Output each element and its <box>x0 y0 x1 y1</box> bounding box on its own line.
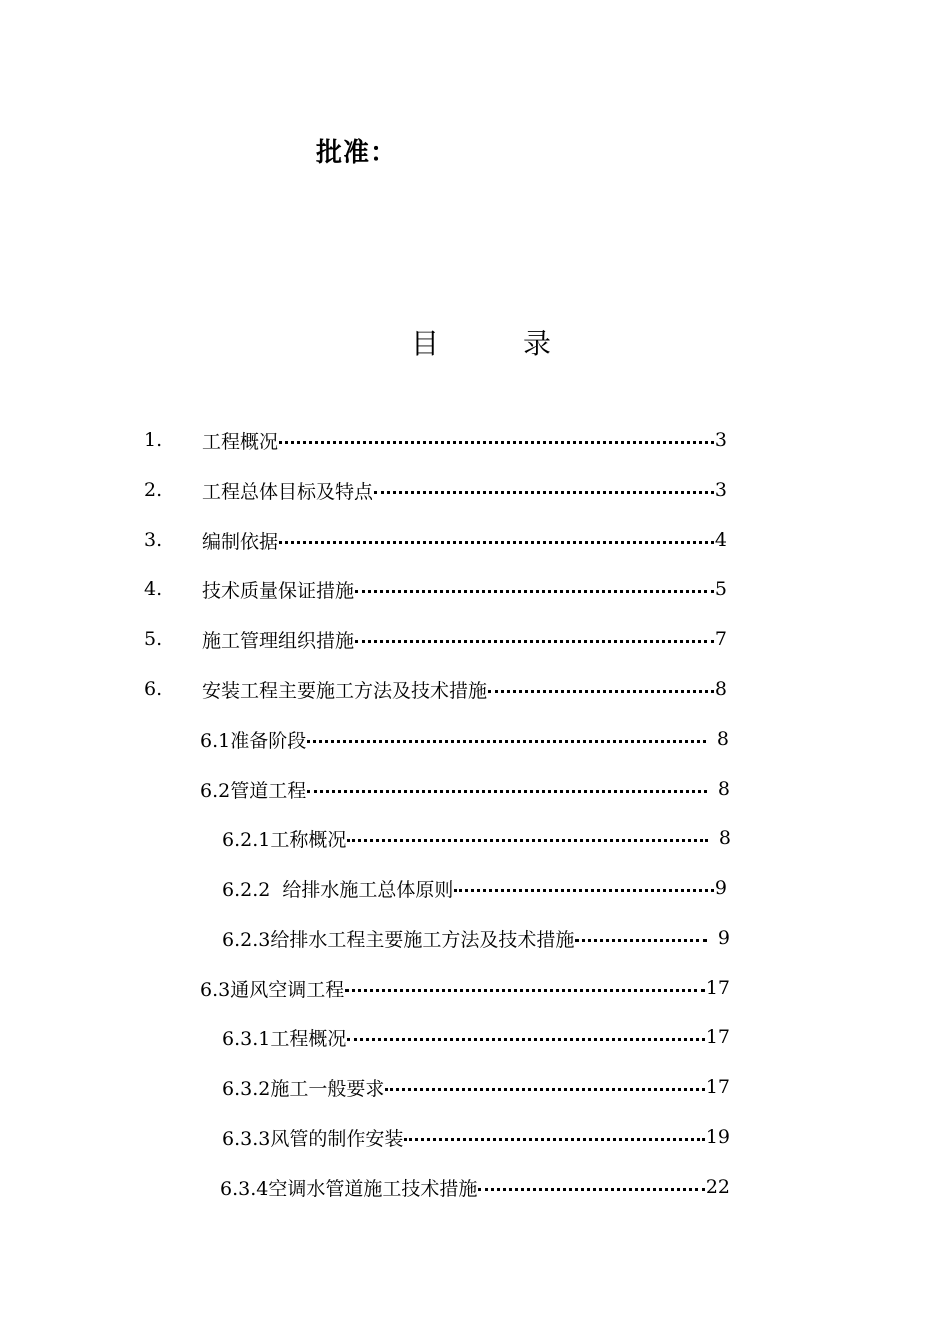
toc-entry-page: 4 <box>714 529 727 551</box>
toc-entry-page: 17 <box>705 977 730 999</box>
toc-entry-label: 6.2.2 给排水施工总体原则 <box>222 878 454 901</box>
toc-entry-label: 6.3.4空调水管道施工技术措施 <box>220 1177 478 1200</box>
toc-entry-label: 6.1准备阶段 <box>200 729 307 752</box>
toc-entry-label: 6.3.1工程概况 <box>222 1027 347 1050</box>
toc-entry[interactable] <box>220 1172 730 1202</box>
toc-title-char-2: 录 <box>523 327 552 360</box>
toc-leader-dots <box>306 724 707 754</box>
toc-entry[interactable] <box>222 1122 730 1152</box>
toc-entry-page: 22 <box>705 1176 730 1198</box>
toc-entry[interactable] <box>144 475 727 505</box>
toc-leader-dots <box>354 624 715 654</box>
toc-leader-dots <box>354 574 715 604</box>
toc-entry-page: 8 <box>716 728 729 750</box>
toc-entry-number: 2. <box>144 479 163 501</box>
toc-leader-dots <box>278 525 715 555</box>
toc-entry-page: 19 <box>705 1126 730 1148</box>
toc-entry[interactable] <box>222 873 727 903</box>
toc-leader-dots <box>384 1072 705 1102</box>
toc-entry-label: 编制依据 <box>202 530 279 553</box>
toc-entry-number: 3. <box>144 529 163 551</box>
toc-entry-label: 6.2管道工程 <box>200 779 307 802</box>
toc-entry-page: 5 <box>714 578 727 600</box>
toc-entry-label: 6.3.3风管的制作安装 <box>222 1127 404 1150</box>
toc-entry-label: 6.3.2施工一般要求 <box>222 1077 385 1100</box>
toc-entry-page: 9 <box>717 927 730 949</box>
toc-entry-page: 8 <box>717 778 730 800</box>
toc-entry-page: 9 <box>714 877 727 899</box>
toc-entry-page: 17 <box>705 1076 730 1098</box>
toc-entry-page: 8 <box>714 678 727 700</box>
toc-entry-number: 1. <box>144 429 163 451</box>
toc-entry-label: 6.2.3给排水工程主要施工方法及技术措施 <box>222 928 575 951</box>
toc-entry[interactable] <box>222 923 730 953</box>
toc-leader-dots <box>344 973 706 1003</box>
toc-entry[interactable] <box>222 1072 730 1102</box>
toc-entry-number: 5. <box>144 628 163 650</box>
approval-label: 批准： <box>316 138 398 168</box>
toc-entry-label: 6.3通风空调工程 <box>200 978 345 1001</box>
toc-entry-label: 6.2.1工称概况 <box>222 828 347 851</box>
toc-leader-dots <box>477 1172 705 1202</box>
toc-entry-number: 4. <box>144 578 163 600</box>
toc-leader-dots <box>346 823 709 853</box>
toc-entry-label: 工程概况 <box>202 430 279 453</box>
toc-entry-label: 工程总体目标及特点 <box>202 480 374 503</box>
toc-leader-dots <box>346 1022 705 1052</box>
toc-entry[interactable] <box>200 774 730 804</box>
toc-entry-label: 安装工程主要施工方法及技术措施 <box>202 679 488 702</box>
toc-entry-page: 8 <box>718 827 731 849</box>
toc-entry[interactable] <box>144 425 727 455</box>
toc-entry[interactable] <box>144 525 727 555</box>
toc-entry[interactable] <box>200 973 730 1003</box>
toc-entry[interactable] <box>144 624 727 654</box>
toc-entry-number: 6. <box>144 678 163 700</box>
toc-entry-page: 3 <box>714 429 727 451</box>
toc-entry-label: 技术质量保证措施 <box>202 579 355 602</box>
toc-leader-dots <box>403 1122 705 1152</box>
toc-title-char-1: 目 <box>411 327 440 360</box>
toc-entry[interactable] <box>222 823 731 853</box>
toc-leader-dots <box>373 475 715 505</box>
toc-entry-page: 17 <box>705 1026 730 1048</box>
toc-entry-label: 施工管理组织措施 <box>202 629 355 652</box>
toc-leader-dots <box>487 674 715 704</box>
toc-entry[interactable] <box>222 1022 730 1052</box>
toc-leader-dots <box>453 873 714 903</box>
toc-leader-dots <box>574 923 708 953</box>
toc-entry-page: 7 <box>714 628 727 650</box>
toc-leader-dots <box>278 425 715 455</box>
toc-leader-dots <box>306 774 708 804</box>
toc-entry[interactable] <box>144 574 727 604</box>
toc-entry[interactable] <box>200 724 729 754</box>
toc-entry[interactable] <box>144 674 727 704</box>
toc-entry-page: 3 <box>714 479 727 501</box>
